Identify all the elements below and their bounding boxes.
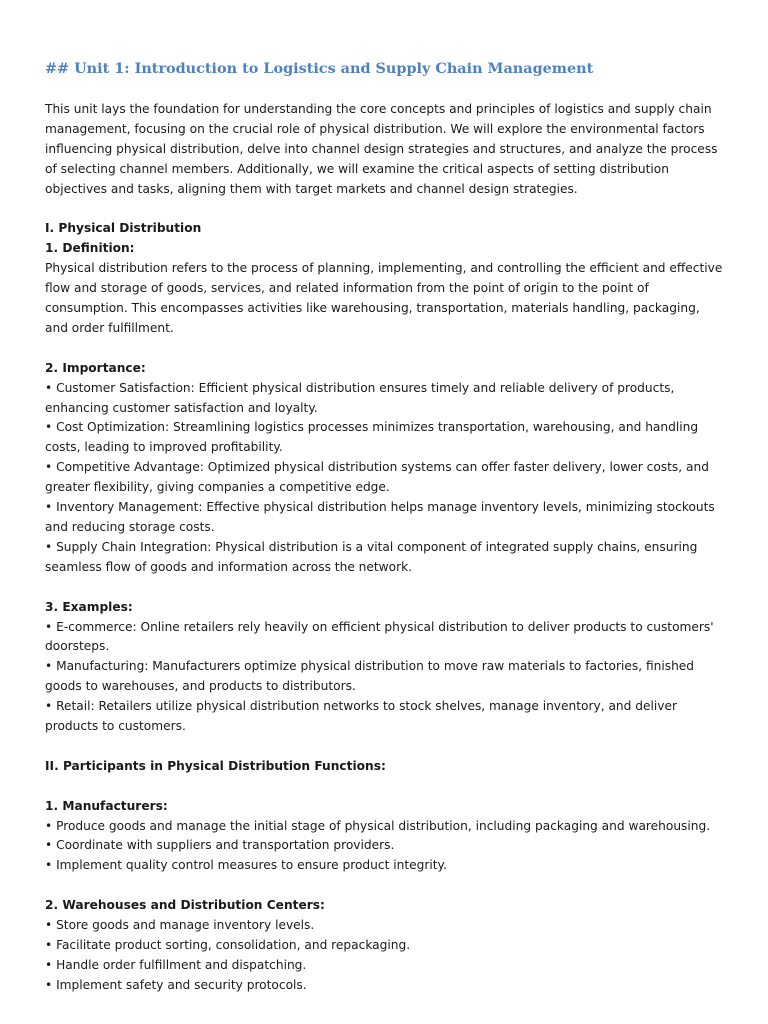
subheading-definition: 1. Definition: [45,241,135,256]
section-heading-participants: II. Participants in Physical Distribution Functions: [45,758,386,773]
intro-paragraph: This unit lays the foundation for understanding the core concepts and principles of logistics and supply chain management, focusing on the crucial role of physical distribution. We will explore the environmental factors influencing physical distribution, delve into channel design strategies and structures, and analyze the process of selecting channel members. Additionally, we will examine the critical aspects of setting distribution objectives and tasks, aligning them with target markets and channel design strategies. [45,102,718,196]
list-item: • Facilitate product sorting, consolidation, and repackaging. [45,937,411,952]
spacer [45,777,725,797]
list-item: • Customer Satisfaction: Efficient physical distribution ensures timely and reliable delivery of products, enhancing customer satisfaction and loyalty. [45,380,675,415]
list-item: • E-commerce: Online retailers rely heavily on efficient physical distribution to deliver products to customers' doorsteps. [45,619,714,654]
list-item: • Produce goods and manage the initial stage of physical distribution, including packaging and warehousing. [45,818,711,833]
unit-title: ## Unit 1: Introduction to Logistics and Supply Chain Management [45,60,594,77]
list-item: • Retail: Retailers utilize physical distribution networks to stock shelves, manage inventory, and deliver products to customers. [45,699,677,734]
list-item: • Store goods and manage inventory levels. [45,918,315,933]
list-item: • Handle order fulfillment and dispatching. [45,957,307,972]
section-heading-physical-distribution: I. Physical Distribution [45,221,202,236]
list-item: • Implement safety and security protocols. [45,977,307,992]
list-item: • Coordinate with suppliers and transportation providers. [45,838,395,853]
document-page [45,58,725,996]
subheading-warehouses: 2. Warehouses and Distribution Centers: [45,898,325,913]
list-item: • Manufacturing: Manufacturers optimize physical distribution to move raw materials to factories, finished goods to warehouses, and products to distributors. [45,659,695,694]
spacer [45,200,725,220]
spacer [45,737,725,757]
subheading-importance: 2. Importance: [45,360,146,375]
list-item: • Implement quality control measures to ensure product integrity. [45,858,447,873]
list-item: • Cost Optimization: Streamlining logistics processes minimizes transportation, warehousing, and handling costs, leading to improved profitability. [45,420,699,455]
list-item: • Competitive Advantage: Optimized physical distribution systems can offer faster delivery, lower costs, and greater flexibility, giving companies a competitive edge. [45,460,709,495]
definition-paragraph: Physical distribution refers to the process of planning, implementing, and controlling the efficient and effective flow and storage of goods, services, and related information from the point of origin to the point of consumption. This encompasses activities like warehousing, transportation, materials handling, packaging, and order fulfillment. [45,261,723,335]
spacer [45,339,725,359]
list-item: • Supply Chain Integration: Physical distribution is a vital component of integrated supply chains, ensuring seamless flow of goods and information across the network. [45,539,698,574]
spacer [45,876,725,896]
spacer [45,578,725,598]
subheading-manufacturers: 1. Manufacturers: [45,798,168,813]
list-item: • Inventory Management: Effective physical distribution helps manage inventory levels, minimizing stockouts and reducing storage costs. [45,500,715,534]
subheading-examples: 3. Examples: [45,599,133,614]
